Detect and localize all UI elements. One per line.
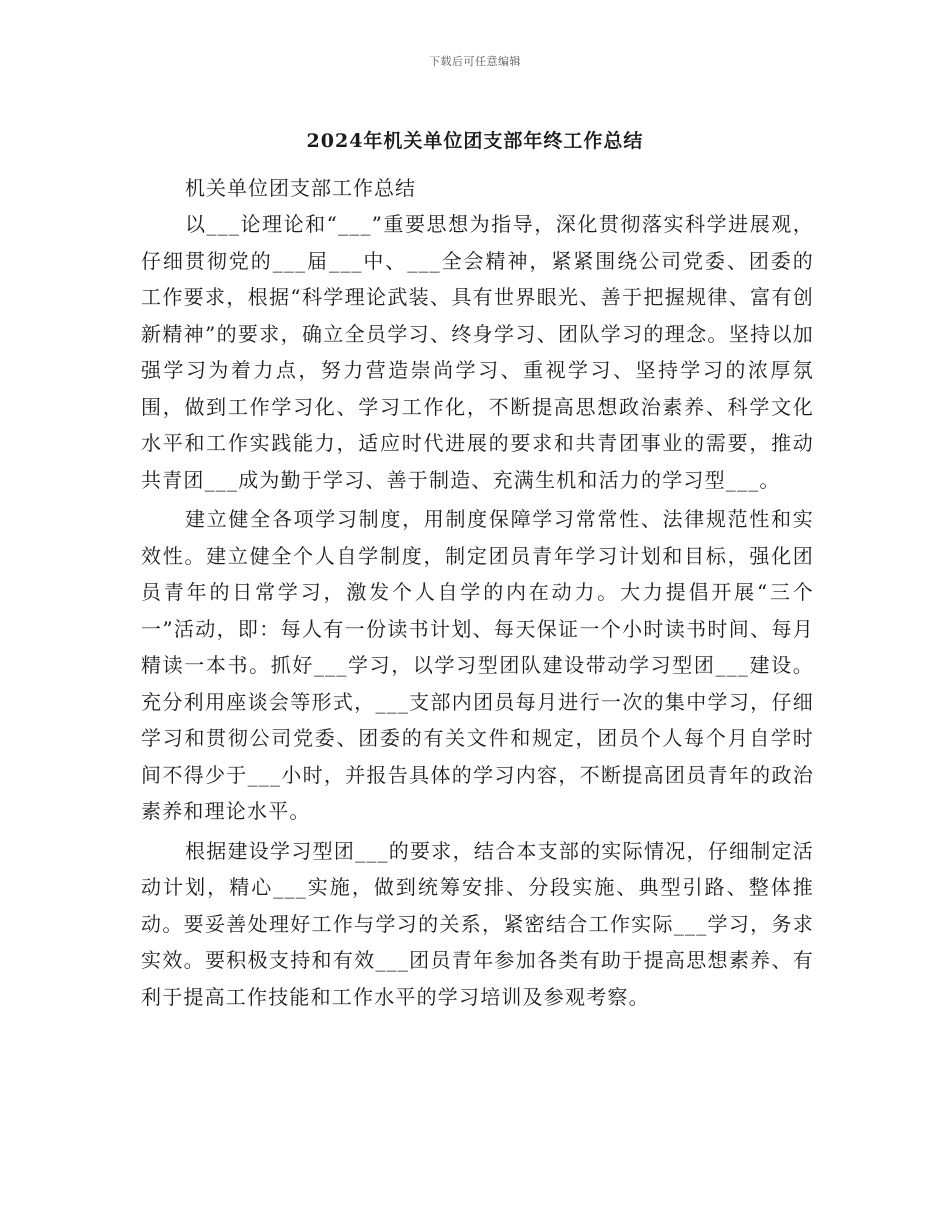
document-subtitle: 机关单位团支部工作总结 (185, 176, 416, 200)
page-header-note: 下载后可任意编辑 (429, 55, 521, 68)
paragraph-1: 以___论理论和“___”重要思想为指导，深化贯彻落实科学进展观，仔细贯彻党的___届___中、___全会精神，紧紧围绕公司党委、团委的工作要求，根据“科学理论武装、具有世界眼光、善于把握规律、富有创新精神”的要求，确立全员学习、终身学习、团队学习的理念。坚持以加强学习为着力点，努力营造崇尚学习、重视学习、坚持学习的浓厚氛围，做到工作学习化、学习工作化，不断提高思想政治素养、科学文化水平和工作实践能力，适应时代进展的要求和共青团事业的需要，推动共青团___成为勤于学习、善于制造、充满生机和活力的学习型___。 (141, 212, 814, 492)
paragraph-3: 根据建设学习型团___的要求，结合本支部的实际情况，仔细制定活动计划，精心___实施，做到统筹安排、分段实施、典型引路、整体推动。要妥善处理好工作与学习的关系，紧密结合工作实际___学习，务求实效。要积极支持和有效___团员青年参加各类有助于提高思想素养、有利于提高工作技能和工作水平的学习培训及参观考察。 (141, 838, 814, 1009)
paragraph-2: 建立健全各项学习制度，用制度保障学习常常性、法律规范性和实效性。建立健全个人自学制度，制定团员青年学习计划和目标，强化团员青年的日常学习，激发个人自学的内在动力。大力提倡开展“三个一”活动，即：每人有一份读书计划、每天保证一个小时读书时间、每月精读一本书。抓好___学习，以学习型团队建设带动学习型团___建设。充分利用座谈会等形式，___支部内团员每月进行一次的集中学习，仔细学习和贯彻公司党委、团委的有关文件和规定，团员个人每个月自学时间不得少于___小时，并报告具体的学习内容，不断提高团员青年的政治素养和理论水平。 (141, 507, 814, 823)
document-body (141, 170, 814, 1018)
document-title: 2024年机关单位团支部年终工作总结 (306, 130, 644, 152)
